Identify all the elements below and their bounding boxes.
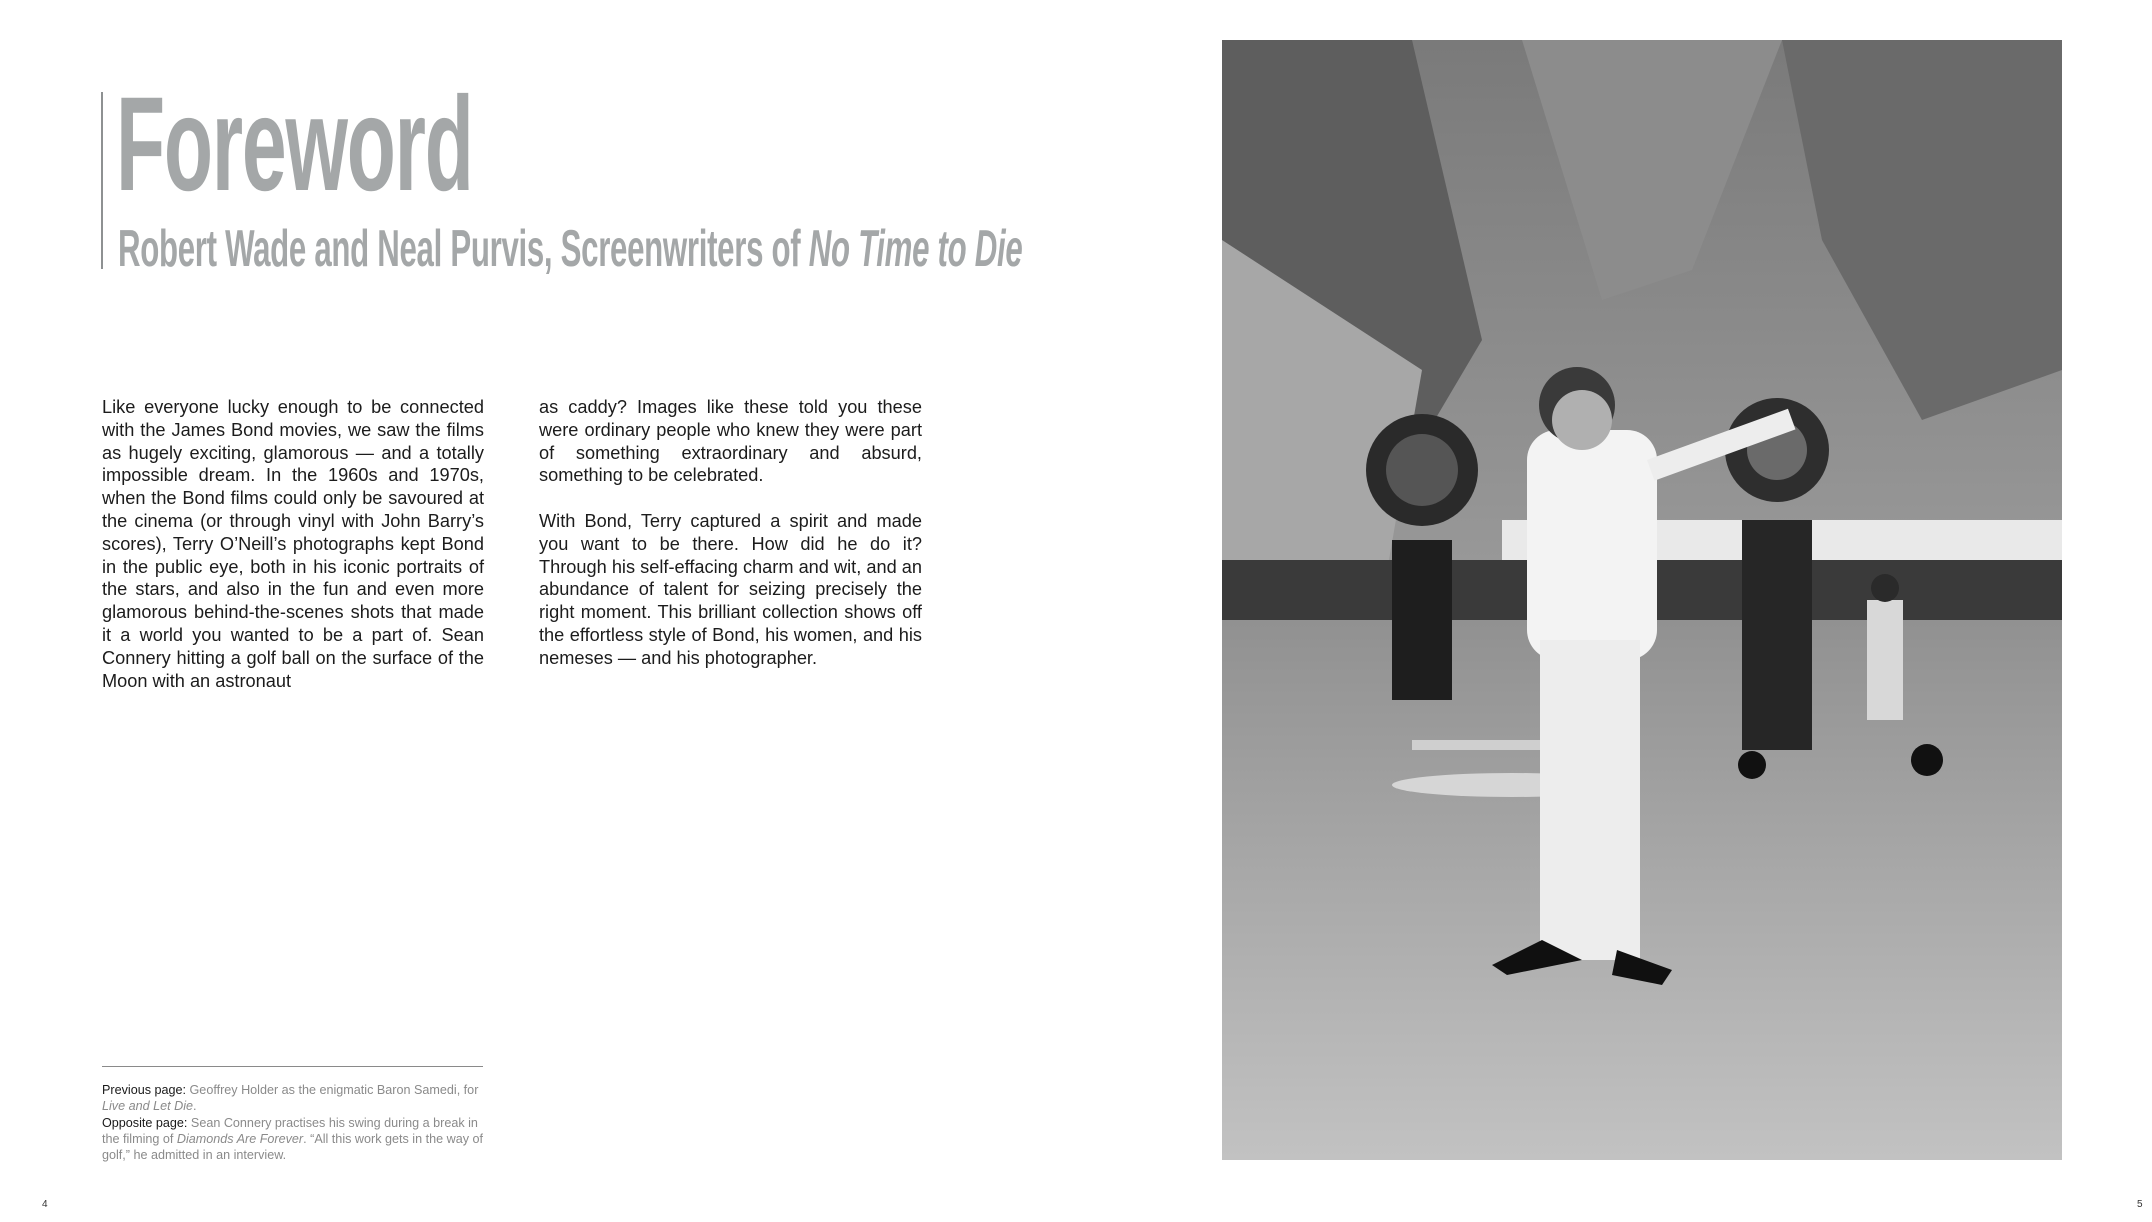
- caption-opposite-page: [102, 1115, 487, 1164]
- page-number-left: 4: [42, 1199, 48, 1210]
- caption-text: .: [193, 1099, 197, 1114]
- page-title: Foreword: [116, 70, 473, 219]
- subtitle-text: Robert Wade and Neal Purvis, Screenwriters of: [118, 220, 809, 278]
- caption-text: . “All this work gets in the way of golf,” he admitted in an interview.: [102, 1131, 484, 1163]
- page-number-right: 5: [2137, 1199, 2143, 1210]
- title-rule: [101, 92, 103, 269]
- subtitle-film-title: No Time to Die: [808, 220, 1023, 278]
- body-column-2: [539, 396, 922, 692]
- photo-captions: [102, 1082, 487, 1163]
- body-paragraph: With Bond, Terry captured a spirit and made you want to be there. How did he do it? Through his self-effacing charm and wit, and an abundance of talent for seizing precisely the right moment. This brilliant collection shows off the effortless style of Bond, his women, and his nemeses — and his photographer.: [539, 510, 922, 668]
- caption-label: Opposite page:: [102, 1115, 188, 1130]
- photo-illustration: [1222, 40, 2062, 1160]
- caption-text: Geoffrey Holder as the enigmatic Baron Samedi, for: [186, 1083, 479, 1097]
- caption-film: Live and Let Die: [102, 1099, 194, 1114]
- photograph-sean-connery-golf-swing: [1222, 40, 2062, 1160]
- caption-text: Sean Connery practises his swing during a break in the filming of: [102, 1115, 478, 1146]
- page-subtitle: [118, 220, 1022, 278]
- body-paragraph: Like everyone lucky enough to be connected with the James Bond movies, we saw the films as hugely exciting, glamorous — and a totally impossible dream. In the 1960s and 1970s, when the Bond films could only be savoured at the cinema (or through vinyl with John Barry’s scores), Terry O’Neill’s photographs kept Bond in the public eye, both in his iconic portraits of the stars, and also in the fun and even more glamorous behind-the-scenes shots that made it a world you wanted to be a part of. Sean Connery hitting a golf ball on the surface of the Moon with an astronaut: [102, 397, 484, 691]
- caption-film: Diamonds Are Forever: [176, 1131, 304, 1146]
- body-paragraph: as caddy? Images like these told you these were ordinary people who knew they were part of something extraordinary and absurd, something to be celebrated.: [539, 397, 922, 486]
- body-column-1: [102, 396, 484, 715]
- caption-previous-page: [102, 1082, 487, 1115]
- caption-label: Previous page:: [102, 1083, 187, 1097]
- caption-rule: [102, 1066, 483, 1067]
